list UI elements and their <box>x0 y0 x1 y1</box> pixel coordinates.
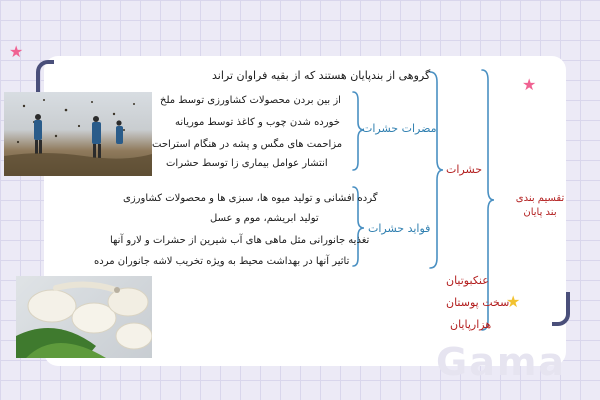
group-myriapods: هزارپایان <box>450 318 492 331</box>
harm-item: مزاحمت های مگس و پشه در هنگام استراحت <box>152 139 343 150</box>
benefits-label: فواید حشرات <box>368 222 431 235</box>
harms-label: مضرات حشرات <box>362 122 437 135</box>
benefit-item: تغذیه جانورانی مثل ماهی های آب شیرین از حشرات و لارو آنها <box>110 235 370 246</box>
harm-item: انتشار عوامل بیماری زا توسط حشرات <box>166 158 328 169</box>
group-arachnids: عنکبوتیان <box>446 274 489 287</box>
root-bracket <box>482 70 494 330</box>
benefit-item: تولید ابریشم، موم و عسل <box>210 213 319 224</box>
group-crustaceans: سخت پوستان <box>446 296 510 309</box>
root-label: تقسیم بندی بند پایان <box>515 193 565 218</box>
silkworm-cocoon-photo <box>16 276 152 358</box>
benefit-item: گرده افشانی و تولید میوه ها، سبزی ها و محصولات کشاورزی <box>123 193 378 204</box>
benefit-item: تاثیر آنها در بهداشت محیط به ویژه تخریب لاشه جانوران مرده <box>94 256 350 267</box>
harm-item: خورده شدن چوب و کاغذ توسط موریانه <box>175 117 340 128</box>
pink-star-icon: ★ <box>9 42 24 61</box>
watermark: Gama <box>436 340 567 384</box>
harm-item: از بین بردن محصولات کشاورزی توسط ملخ <box>160 95 341 106</box>
insects-bracket <box>430 72 443 268</box>
locust-swarm-photo <box>4 92 152 176</box>
pink-star-icon: ★ <box>522 75 537 94</box>
insects-intro: گروهی از بندپایان هستند که از بقیه فراوان تراند <box>212 69 431 82</box>
insects-label: حشرات <box>446 163 483 176</box>
yellow-star-icon: ★ <box>506 292 521 311</box>
